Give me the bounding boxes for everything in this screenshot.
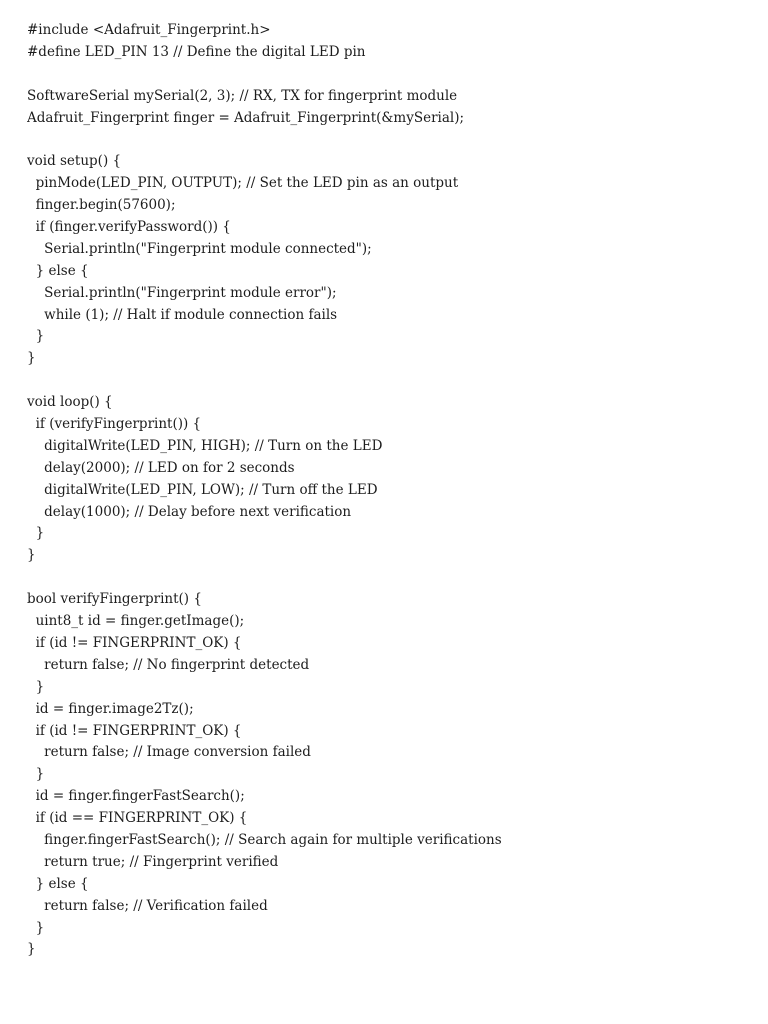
code-line: } <box>27 350 36 367</box>
code-line: } <box>27 766 45 783</box>
code-line: return false; // Verification failed <box>27 897 268 914</box>
code-line: delay(2000); // LED on for 2 seconds <box>27 459 295 476</box>
code-line: if (id != FINGERPRINT_OK) { <box>27 722 242 739</box>
code-line: Serial.println("Fingerprint module error"); <box>27 284 337 301</box>
code-line <box>27 129 747 151</box>
code-line <box>27 370 747 392</box>
code-line: } else { <box>27 875 89 892</box>
code-line: #include <Adafruit_Fingerprint.h> <box>27 22 271 38</box>
code-line: bool verifyFingerprint() { <box>27 591 202 608</box>
code-line: } <box>27 941 36 958</box>
code-line: digitalWrite(LED_PIN, HIGH); // Turn on the LED <box>27 437 383 454</box>
code-line: while (1); // Halt if module connection fails <box>27 306 338 323</box>
code-line: if (id != FINGERPRINT_OK) { <box>27 634 242 651</box>
code-line: pinMode(LED_PIN, OUTPUT); // Set the LED pin as an output <box>27 175 459 192</box>
code-line <box>27 567 747 589</box>
code-line: finger.begin(57600); <box>27 197 176 214</box>
code-line: finger.fingerFastSearch(); // Search again for multiple verifications <box>27 831 502 848</box>
code-line: void setup() { <box>27 153 122 170</box>
code-line: void loop() { <box>27 394 113 411</box>
code-line: if (verifyFingerprint()) { <box>27 416 202 433</box>
code-line: } <box>27 547 36 564</box>
code-line: } else { <box>27 262 89 279</box>
code-line: #define LED_PIN 13 // Define the digital LED pin <box>27 43 366 60</box>
code-line: id = finger.image2Tz(); <box>27 700 194 717</box>
code-line: } <box>27 919 45 936</box>
code-line: Adafruit_Fingerprint finger = Adafruit_Fingerprint(&mySerial); <box>27 109 465 126</box>
code-line: if (finger.verifyPassword()) { <box>27 219 231 236</box>
code-line: SoftwareSerial mySerial(2, 3); // RX, TX for fingerprint module <box>27 87 458 104</box>
code-line <box>27 64 747 86</box>
code-line: return true; // Fingerprint verified <box>27 853 279 870</box>
code-line: delay(1000); // Delay before next verification <box>27 503 352 520</box>
code-line: } <box>27 525 45 542</box>
code-line: if (id == FINGERPRINT_OK) { <box>27 810 248 827</box>
code-line: } <box>27 678 45 695</box>
code-line: return false; // Image conversion failed <box>27 744 311 761</box>
code-line: } <box>27 328 45 345</box>
code-line: return false; // No fingerprint detected <box>27 656 310 673</box>
code-line: id = finger.fingerFastSearch(); <box>27 788 245 805</box>
code-line: digitalWrite(LED_PIN, LOW); // Turn off the LED <box>27 481 378 498</box>
code-document <box>27 20 747 961</box>
code-line: Serial.println("Fingerprint module connected"); <box>27 240 372 257</box>
code-line: uint8_t id = finger.getImage(); <box>27 613 245 630</box>
